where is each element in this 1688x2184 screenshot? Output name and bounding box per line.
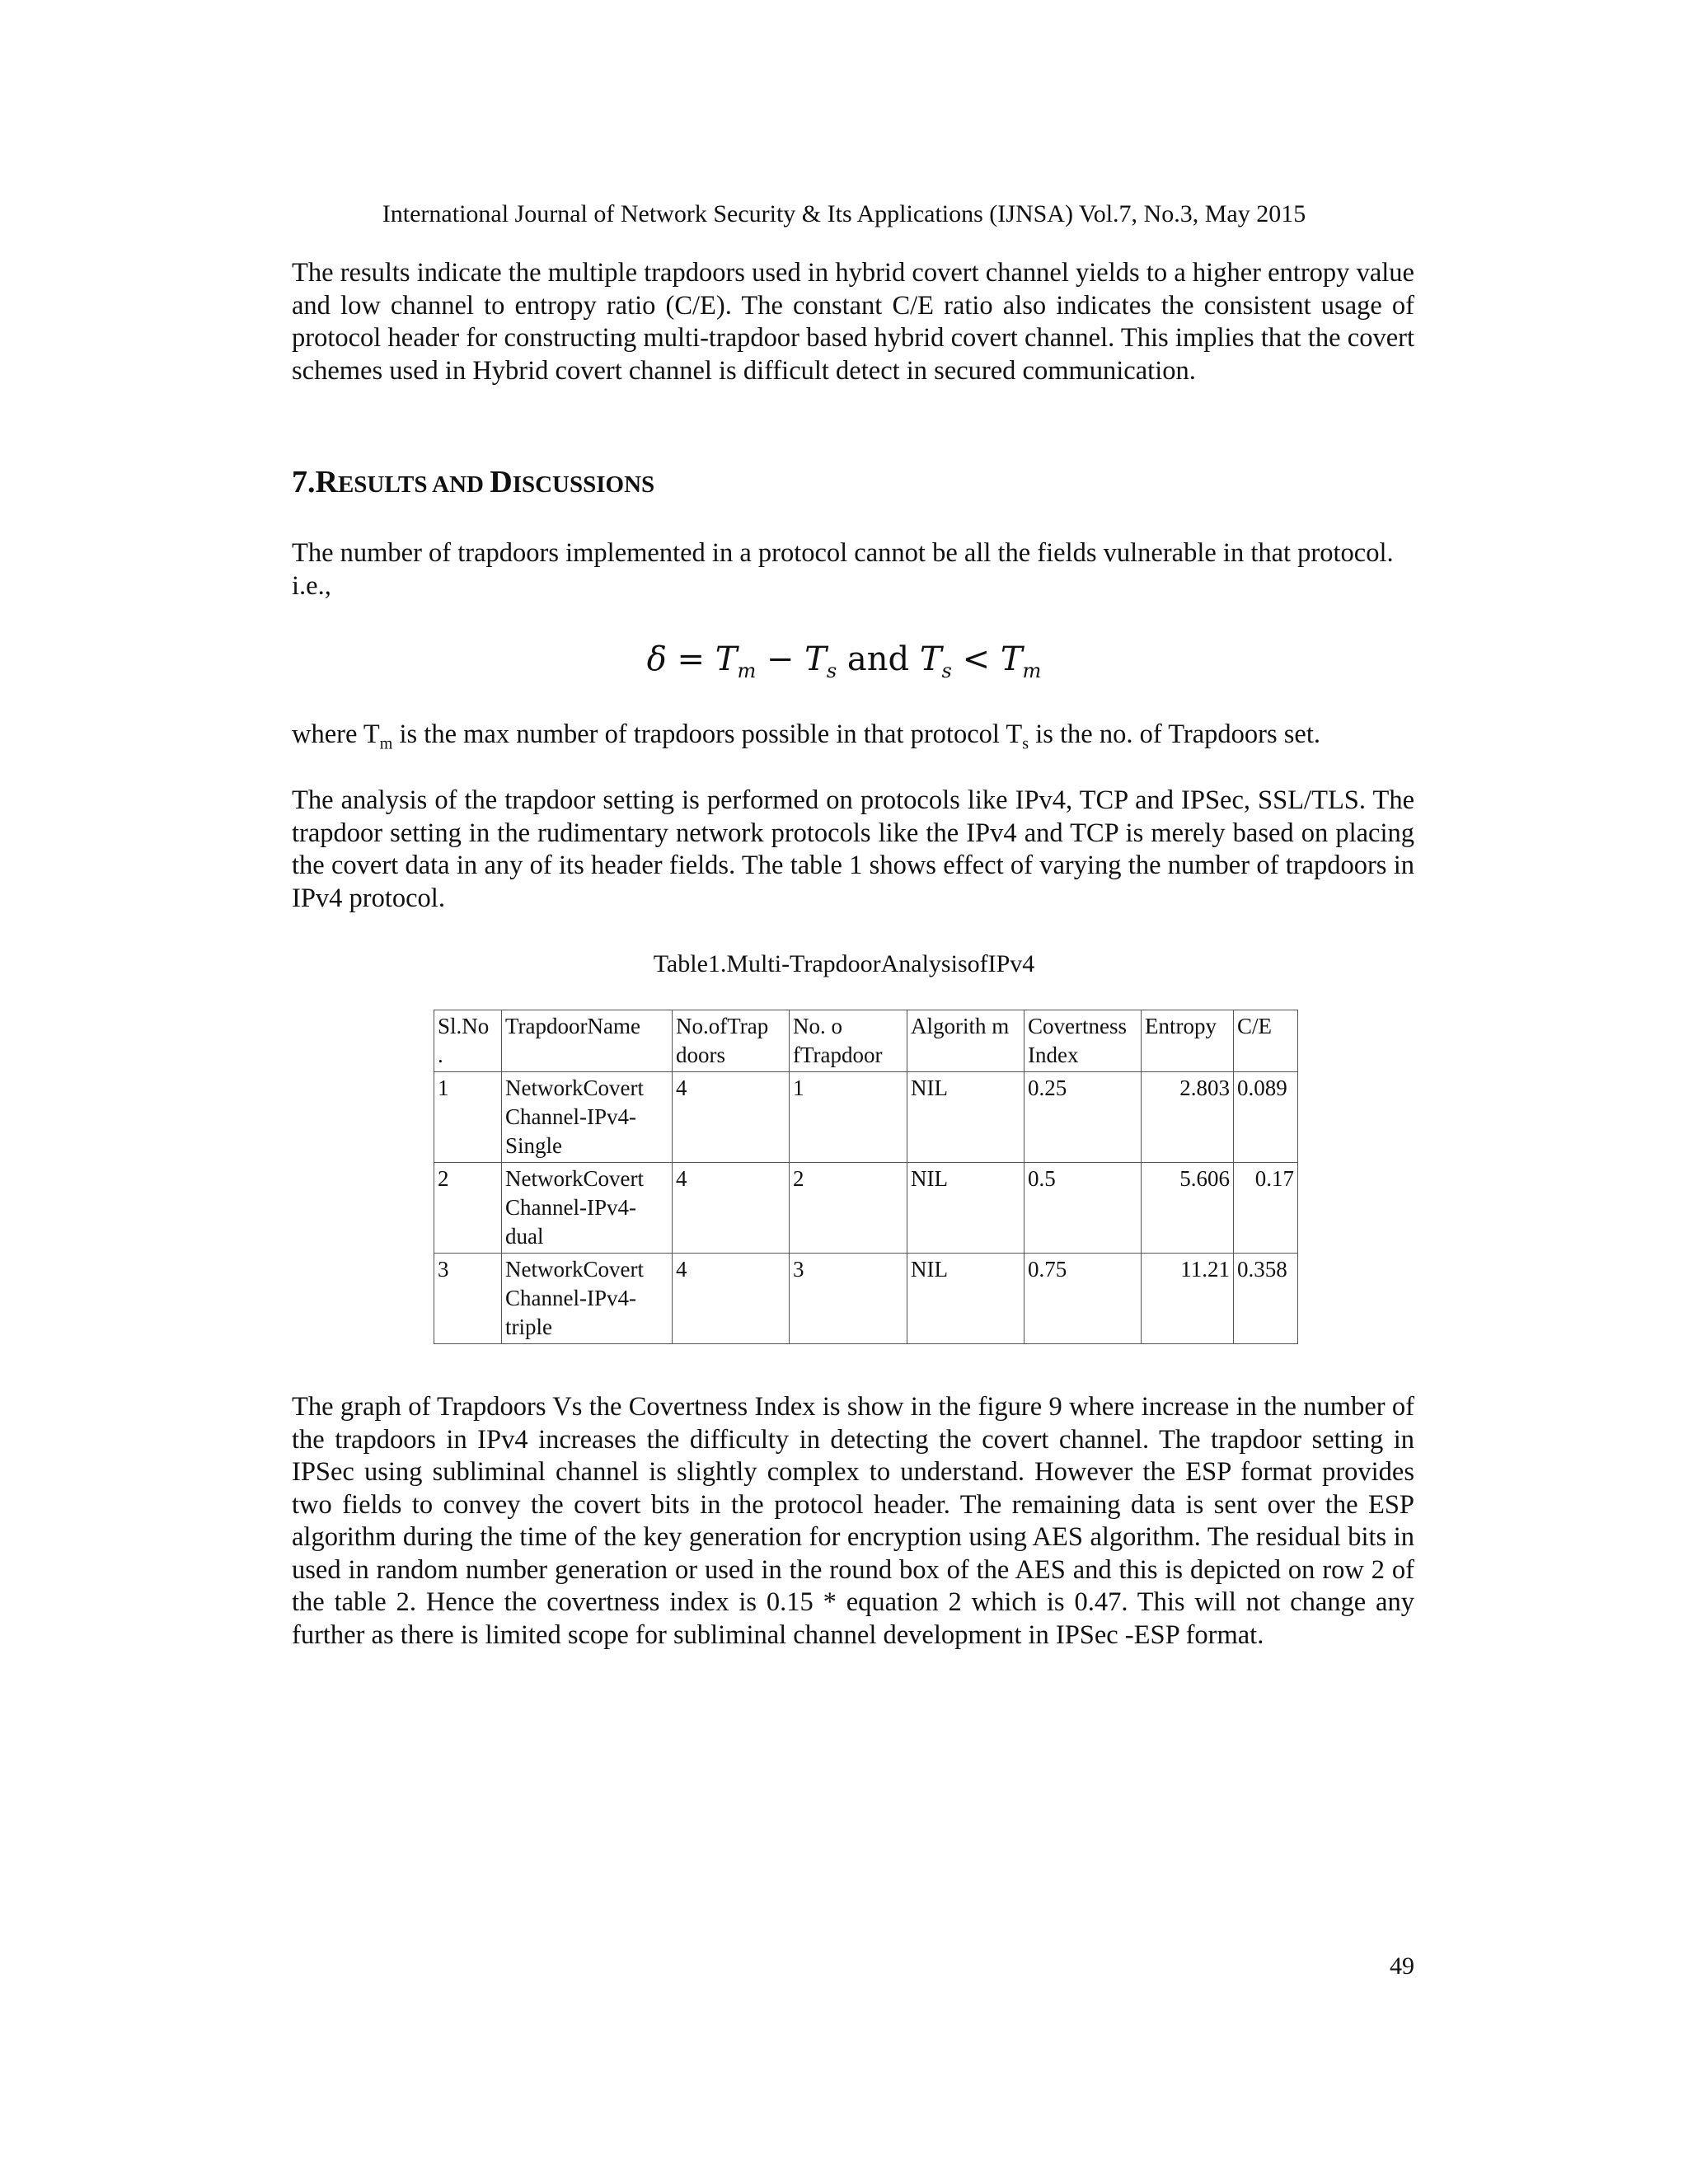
header-cell: Covertness Index: [1025, 1010, 1142, 1072]
section-title-cap-1: R: [315, 465, 338, 499]
table-cell: 4: [673, 1254, 790, 1344]
table-cell: NetworkCovert Channel-IPv4-triple: [502, 1254, 673, 1344]
paragraph-text: The analysis of the trapdoor setting is performed on protocols like IPv4, TCP and IPSec, SSL/TLS. The trapdoor setting in the rudimentary network protocols like the IPv4 and TCP is merely based on placing the covert data in any of its header fields. The table 1 shows effect of varying the number of trapdoors in IPv4 protocol.: [292, 785, 1414, 913]
paragraph-text: The results indicate the multiple trapdoors used in hybrid covert channel yields to a higher entropy value and low channel to entropy ratio (C/E). The constant C/E ratio also indicates the consistent usage of protocol header for constructing multi-trapdoor based hybrid covert channel. This implies that the covert schemes used in Hybrid covert channel is difficult detect in secured communication.: [292, 258, 1414, 386]
table-cell: NetworkCovert Channel-IPv4-Single: [502, 1072, 673, 1163]
table-cell: 0.17: [1234, 1163, 1298, 1254]
trapdoor-analysis-table: [434, 1010, 1298, 1344]
paragraph-trapdoor-analysis: [292, 785, 1414, 915]
section-title-cap-2: D: [490, 465, 513, 499]
paragraph-where-definition: where $T_m$ is the max number of trapdoors possible in that protocol $T_s$ is the no. of Trapdoors set.: [292, 719, 1320, 753]
table-cell: NIL: [907, 1254, 1025, 1344]
header-cell: Sl.No .: [434, 1010, 502, 1072]
header-cell: No. o fTrapdoor: [790, 1010, 907, 1072]
table-cell: NetworkCovert Channel-IPv4-dual: [502, 1163, 673, 1254]
section-title-smallcaps-1: ESULTS AND: [337, 471, 490, 498]
table-cell: 1: [790, 1072, 907, 1163]
paragraph-text: The graph of Trapdoors Vs the Covertness Index is show in the figure 9 where increase in the number of the trapdoors in IPv4 increases the difficulty in detecting the covert channel. The trapdoor setting in IPSec using subliminal channel is slightly complex to understand. However the ESP format provides two fields to convey the covert bits in the protocol header. The remaining data is sent over the ESP algorithm during the time of the key generation for encryption using AES algorithm. The residual bits in used in random number generation or used in the round box of the AES and this is depicted on row 2 of the table 2. Hence the covertness index is 0.15 * equation 2 which is 0.47. This will not change any further as there is limited scope for subliminal channel development in IPSec -ESP format.: [292, 1392, 1414, 1650]
header-cell: TrapdoorName: [502, 1010, 673, 1072]
table-row: [434, 1254, 1298, 1344]
header-cell: Entropy: [1142, 1010, 1234, 1072]
running-head: International Journal of Network Security & Its Applications (IJNSA) Vol.7, No.3, May 2015: [382, 200, 1306, 227]
header-cell: C/E: [1234, 1010, 1298, 1072]
table-cell: 3: [790, 1254, 907, 1344]
table-cell: NIL: [907, 1163, 1025, 1254]
page-number: 49: [1390, 1952, 1414, 1980]
table-cell: 2: [434, 1163, 502, 1254]
table-cell: 0.25: [1025, 1072, 1142, 1163]
table-cell: 0.358: [1234, 1254, 1298, 1344]
table-cell: 3: [434, 1254, 502, 1344]
table-cell: 4: [673, 1072, 790, 1163]
header-cell: No.ofTrap doors: [673, 1010, 790, 1072]
paragraph-text: The number of trapdoors implemented in a protocol cannot be all the fields vulnerable in that protocol. i.e.,: [292, 538, 1394, 601]
table-caption: Table1.Multi-TrapdoorAnalysisofIPv4: [653, 950, 1035, 977]
table-cell: 2: [790, 1163, 907, 1254]
table-cell: 5.606: [1142, 1163, 1234, 1254]
table-cell: 2.803: [1142, 1072, 1234, 1163]
table-cell: 11.21: [1142, 1254, 1234, 1344]
paragraph-trapdoor-intro: [292, 537, 1414, 602]
header-cell: Algorith m: [907, 1010, 1025, 1072]
section-title-smallcaps-2: ISCUSSIONS: [512, 471, 655, 498]
section-number: 7.: [292, 465, 316, 499]
table-row: [434, 1163, 1298, 1254]
table-header-row: [434, 1010, 1298, 1072]
paragraph-results-summary: [292, 257, 1414, 387]
equation-delta: $\delta = T_m - T_s$ and $T_s < T_m$: [646, 640, 1042, 682]
table-cell: 0.089: [1234, 1072, 1298, 1163]
paragraph-graph-discussion: [292, 1391, 1414, 1652]
table-cell: 0.75: [1025, 1254, 1142, 1344]
table-cell: 1: [434, 1072, 502, 1163]
section-heading: [292, 464, 1414, 503]
table-cell: 0.5: [1025, 1163, 1142, 1254]
table-row: [434, 1072, 1298, 1163]
table-cell: NIL: [907, 1072, 1025, 1163]
table-cell: 4: [673, 1163, 790, 1254]
